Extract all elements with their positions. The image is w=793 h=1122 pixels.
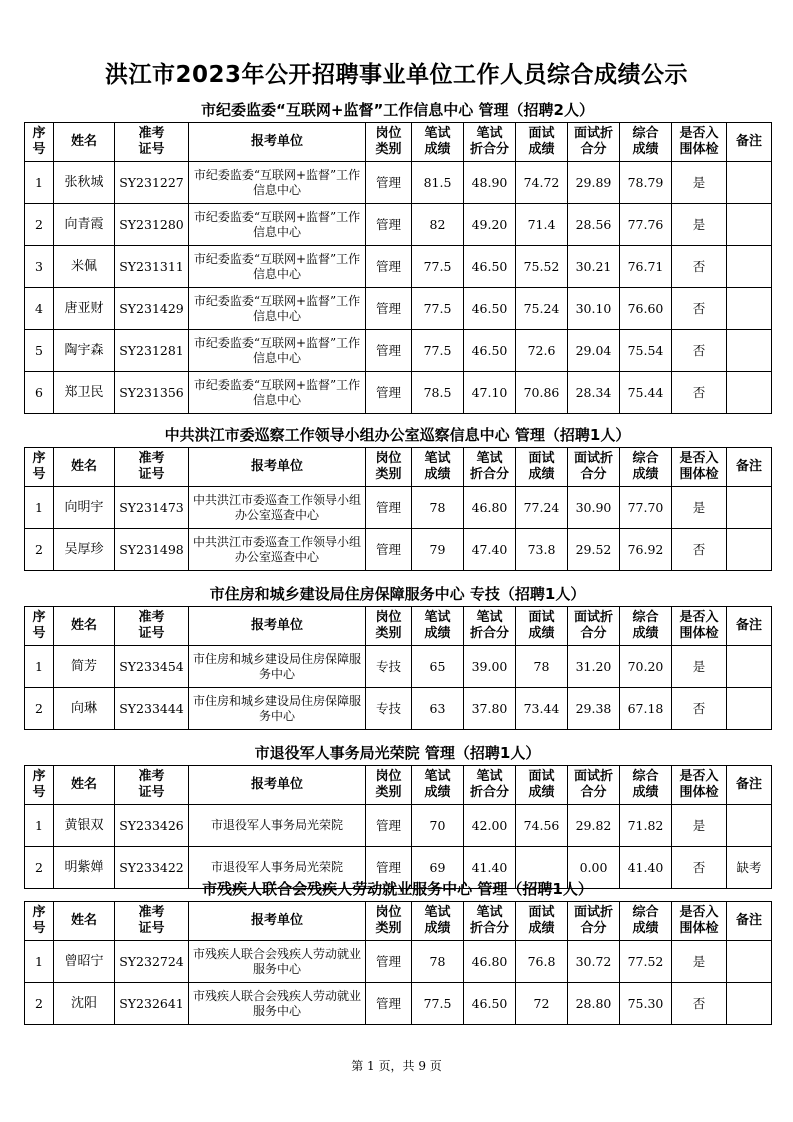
section-title: 市住房和城乡建设局住房保障服务中心 专技（招聘1人）	[209, 585, 586, 603]
header-physical-check: 是否入 围体检	[672, 607, 727, 646]
cell-seq: 3	[25, 246, 54, 288]
cell-remark	[727, 941, 772, 983]
cell-exam-id: SY231281	[115, 330, 189, 372]
header-written-score: 笔试 成绩	[412, 902, 464, 941]
cell-interview-score: 73.8	[516, 529, 568, 571]
header-interview-converted: 面试折 合分	[568, 607, 620, 646]
header-unit: 报考单位	[189, 607, 366, 646]
cell-interview-score: 75.24	[516, 288, 568, 330]
score-table	[24, 765, 772, 889]
header-total-score: 综合 成绩	[620, 448, 672, 487]
section-title: 中共洪江市委巡察工作领导小组办公室巡察信息中心 管理（招聘1人）	[164, 426, 631, 444]
cell-interview-converted: 29.82	[568, 805, 620, 847]
table-row	[25, 246, 772, 288]
header-exam-id: 准考 证号	[115, 766, 189, 805]
cell-written-converted: 49.20	[464, 204, 516, 246]
cell-seq: 1	[25, 941, 54, 983]
cell-interview-converted: 28.80	[568, 983, 620, 1025]
cell-exam-id: SY232641	[115, 983, 189, 1025]
header-post-type: 岗位 类别	[366, 766, 412, 805]
cell-unit: 市纪委监委“互联网+监督”工作信息中心	[189, 204, 366, 246]
cell-interview-converted: 29.04	[568, 330, 620, 372]
cell-remark	[727, 983, 772, 1025]
cell-exam-id: SY233426	[115, 805, 189, 847]
header-unit: 报考单位	[189, 902, 366, 941]
header-written-score: 笔试 成绩	[412, 448, 464, 487]
table-row	[25, 288, 772, 330]
cell-written-converted: 42.00	[464, 805, 516, 847]
cell-remark	[727, 246, 772, 288]
cell-exam-id: SY233454	[115, 646, 189, 688]
cell-physical-check: 是	[672, 204, 727, 246]
cell-exam-id: SY233444	[115, 688, 189, 730]
cell-physical-check: 否	[672, 288, 727, 330]
header-total-score: 综合 成绩	[620, 123, 672, 162]
section-title: 市纪委监委“互联网+监督”工作信息中心 管理（招聘2人）	[201, 101, 594, 119]
header-row	[25, 448, 772, 487]
header-name: 姓名	[54, 902, 115, 941]
cell-total-score: 76.60	[620, 288, 672, 330]
header-name: 姓名	[54, 448, 115, 487]
cell-interview-converted: 30.90	[568, 487, 620, 529]
cell-unit: 市残疾人联合会残疾人劳动就业服务中心	[189, 941, 366, 983]
header-interview-converted: 面试折 合分	[568, 448, 620, 487]
header-remark: 备注	[727, 607, 772, 646]
cell-written-converted: 46.50	[464, 983, 516, 1025]
header-physical-check: 是否入 围体检	[672, 766, 727, 805]
cell-name: 曾昭宁	[54, 941, 115, 983]
header-seq: 序 号	[25, 766, 54, 805]
table-row	[25, 983, 772, 1025]
cell-written-score: 78	[412, 487, 464, 529]
cell-interview-score: 78	[516, 646, 568, 688]
cell-remark	[727, 805, 772, 847]
header-name: 姓名	[54, 766, 115, 805]
header-interview-converted: 面试折 合分	[568, 766, 620, 805]
cell-interview-score: 75.52	[516, 246, 568, 288]
cell-name: 陶宇森	[54, 330, 115, 372]
header-physical-check: 是否入 围体检	[672, 448, 727, 487]
cell-written-score: 82	[412, 204, 464, 246]
cell-exam-id: SY233422	[115, 847, 189, 889]
cell-interview-converted: 28.34	[568, 372, 620, 414]
cell-written-score: 78	[412, 941, 464, 983]
cell-name: 向琳	[54, 688, 115, 730]
cell-written-converted: 46.80	[464, 941, 516, 983]
header-written-converted: 笔试 折合分	[464, 902, 516, 941]
cell-seq: 2	[25, 983, 54, 1025]
cell-physical-check: 是	[672, 805, 727, 847]
header-interview-score: 面试 成绩	[516, 448, 568, 487]
cell-interview-converted: 30.72	[568, 941, 620, 983]
cell-unit: 市退役军人事务局光荣院	[189, 847, 366, 889]
cell-remark	[727, 204, 772, 246]
cell-seq: 6	[25, 372, 54, 414]
section-3	[24, 582, 771, 730]
header-written-score: 笔试 成绩	[412, 766, 464, 805]
section-1	[24, 98, 771, 414]
cell-written-score: 79	[412, 529, 464, 571]
header-remark: 备注	[727, 123, 772, 162]
cell-seq: 2	[25, 847, 54, 889]
cell-written-converted: 41.40	[464, 847, 516, 889]
cell-total-score: 78.79	[620, 162, 672, 204]
header-interview-score: 面试 成绩	[516, 766, 568, 805]
header-row	[25, 607, 772, 646]
cell-exam-id: SY231498	[115, 529, 189, 571]
table-row	[25, 487, 772, 529]
cell-seq: 5	[25, 330, 54, 372]
cell-remark	[727, 487, 772, 529]
header-interview-score: 面试 成绩	[516, 607, 568, 646]
cell-written-score: 81.5	[412, 162, 464, 204]
header-written-score: 笔试 成绩	[412, 123, 464, 162]
cell-post-type: 管理	[366, 805, 412, 847]
cell-written-score: 77.5	[412, 246, 464, 288]
cell-written-converted: 46.50	[464, 246, 516, 288]
cell-unit: 中共洪江市委巡查工作领导小组办公室巡查中心	[189, 487, 366, 529]
section-4	[24, 741, 771, 889]
section-title: 市残疾人联合会残疾人劳动就业服务中心 管理（招聘1人）	[202, 880, 593, 898]
table-row	[25, 372, 772, 414]
cell-written-score: 65	[412, 646, 464, 688]
cell-interview-converted: 0.00	[568, 847, 620, 889]
cell-interview-score: 74.72	[516, 162, 568, 204]
cell-name: 沈阳	[54, 983, 115, 1025]
score-table	[24, 447, 772, 571]
cell-total-score: 75.54	[620, 330, 672, 372]
cell-unit: 市住房和城乡建设局住房保障服务中心	[189, 688, 366, 730]
table-row	[25, 204, 772, 246]
header-seq: 序 号	[25, 902, 54, 941]
cell-physical-check: 否	[672, 529, 727, 571]
header-exam-id: 准考 证号	[115, 123, 189, 162]
table-row	[25, 941, 772, 983]
cell-unit: 市退役军人事务局光荣院	[189, 805, 366, 847]
cell-interview-converted: 31.20	[568, 646, 620, 688]
cell-post-type: 管理	[366, 983, 412, 1025]
header-interview-score: 面试 成绩	[516, 902, 568, 941]
cell-exam-id: SY231473	[115, 487, 189, 529]
cell-remark	[727, 646, 772, 688]
cell-post-type: 管理	[366, 529, 412, 571]
cell-unit: 市纪委监委“互联网+监督”工作信息中心	[189, 372, 366, 414]
header-written-score: 笔试 成绩	[412, 607, 464, 646]
cell-physical-check: 否	[672, 688, 727, 730]
cell-physical-check: 否	[672, 372, 727, 414]
table-row	[25, 529, 772, 571]
cell-seq: 1	[25, 487, 54, 529]
header-unit: 报考单位	[189, 448, 366, 487]
cell-interview-converted: 28.56	[568, 204, 620, 246]
cell-interview-score: 72.6	[516, 330, 568, 372]
cell-seq: 1	[25, 805, 54, 847]
cell-physical-check: 是	[672, 646, 727, 688]
header-total-score: 综合 成绩	[620, 902, 672, 941]
header-unit: 报考单位	[189, 766, 366, 805]
cell-unit: 市纪委监委“互联网+监督”工作信息中心	[189, 246, 366, 288]
cell-total-score: 75.44	[620, 372, 672, 414]
header-name: 姓名	[54, 123, 115, 162]
cell-interview-converted: 30.10	[568, 288, 620, 330]
cell-name: 吴厚珍	[54, 529, 115, 571]
header-physical-check: 是否入 围体检	[672, 123, 727, 162]
cell-interview-score: 74.56	[516, 805, 568, 847]
score-table	[24, 122, 772, 414]
section-5	[24, 877, 771, 1025]
cell-physical-check: 否	[672, 246, 727, 288]
cell-unit: 市纪委监委“互联网+监督”工作信息中心	[189, 330, 366, 372]
cell-total-score: 77.76	[620, 204, 672, 246]
page-footer: 第 1 页，共 9 页	[351, 1059, 442, 1073]
cell-post-type: 管理	[366, 372, 412, 414]
cell-unit: 市住房和城乡建设局住房保障服务中心	[189, 646, 366, 688]
cell-written-score: 77.5	[412, 983, 464, 1025]
section-title: 市退役军人事务局光荣院 管理（招聘1人）	[254, 744, 541, 762]
table-row	[25, 330, 772, 372]
cell-exam-id: SY231280	[115, 204, 189, 246]
cell-written-converted: 48.90	[464, 162, 516, 204]
cell-unit: 市纪委监委“互联网+监督”工作信息中心	[189, 288, 366, 330]
header-interview-score: 面试 成绩	[516, 123, 568, 162]
header-seq: 序 号	[25, 448, 54, 487]
header-exam-id: 准考 证号	[115, 607, 189, 646]
table-row	[25, 688, 772, 730]
cell-post-type: 管理	[366, 288, 412, 330]
header-total-score: 综合 成绩	[620, 766, 672, 805]
score-table	[24, 606, 772, 730]
cell-written-converted: 46.50	[464, 288, 516, 330]
header-post-type: 岗位 类别	[366, 607, 412, 646]
cell-post-type: 管理	[366, 941, 412, 983]
cell-interview-score: 72	[516, 983, 568, 1025]
cell-written-converted: 47.10	[464, 372, 516, 414]
cell-total-score: 77.70	[620, 487, 672, 529]
cell-seq: 2	[25, 529, 54, 571]
cell-post-type: 管理	[366, 204, 412, 246]
header-total-score: 综合 成绩	[620, 607, 672, 646]
header-unit: 报考单位	[189, 123, 366, 162]
header-post-type: 岗位 类别	[366, 902, 412, 941]
cell-interview-score: 77.24	[516, 487, 568, 529]
cell-unit: 市纪委监委“互联网+监督”工作信息中心	[189, 162, 366, 204]
table-row	[25, 162, 772, 204]
cell-written-score: 78.5	[412, 372, 464, 414]
cell-name: 郑卫民	[54, 372, 115, 414]
cell-written-score: 70	[412, 805, 464, 847]
cell-remark	[727, 330, 772, 372]
cell-exam-id: SY231356	[115, 372, 189, 414]
cell-name: 简芳	[54, 646, 115, 688]
cell-remark	[727, 688, 772, 730]
cell-physical-check: 是	[672, 941, 727, 983]
header-remark: 备注	[727, 902, 772, 941]
cell-written-converted: 47.40	[464, 529, 516, 571]
header-remark: 备注	[727, 448, 772, 487]
cell-post-type: 管理	[366, 162, 412, 204]
cell-post-type: 管理	[366, 330, 412, 372]
cell-name: 向青霞	[54, 204, 115, 246]
cell-seq: 2	[25, 204, 54, 246]
cell-unit: 中共洪江市委巡查工作领导小组办公室巡查中心	[189, 529, 366, 571]
cell-written-converted: 39.00	[464, 646, 516, 688]
cell-interview-converted: 30.21	[568, 246, 620, 288]
cell-interview-converted: 29.52	[568, 529, 620, 571]
cell-remark	[727, 162, 772, 204]
cell-total-score: 71.82	[620, 805, 672, 847]
cell-exam-id: SY231429	[115, 288, 189, 330]
cell-name: 唐亚财	[54, 288, 115, 330]
cell-physical-check: 否	[672, 983, 727, 1025]
cell-interview-score: 70.86	[516, 372, 568, 414]
header-interview-converted: 面试折 合分	[568, 902, 620, 941]
header-row	[25, 766, 772, 805]
score-table	[24, 901, 772, 1025]
table-row	[25, 805, 772, 847]
cell-remark	[727, 372, 772, 414]
header-row	[25, 123, 772, 162]
cell-name: 明紫婵	[54, 847, 115, 889]
cell-seq: 1	[25, 162, 54, 204]
cell-remark	[727, 288, 772, 330]
cell-written-score: 69	[412, 847, 464, 889]
header-seq: 序 号	[25, 123, 54, 162]
header-post-type: 岗位 类别	[366, 123, 412, 162]
cell-post-type: 管理	[366, 246, 412, 288]
header-remark: 备注	[727, 766, 772, 805]
cell-seq: 2	[25, 688, 54, 730]
cell-unit: 市残疾人联合会残疾人劳动就业服务中心	[189, 983, 366, 1025]
cell-interview-converted: 29.89	[568, 162, 620, 204]
cell-physical-check: 是	[672, 487, 727, 529]
header-row	[25, 902, 772, 941]
header-written-converted: 笔试 折合分	[464, 123, 516, 162]
header-physical-check: 是否入 围体检	[672, 902, 727, 941]
cell-written-converted: 46.80	[464, 487, 516, 529]
header-written-converted: 笔试 折合分	[464, 607, 516, 646]
cell-remark	[727, 529, 772, 571]
cell-exam-id: SY232724	[115, 941, 189, 983]
header-written-converted: 笔试 折合分	[464, 448, 516, 487]
cell-exam-id: SY231311	[115, 246, 189, 288]
cell-name: 向明宇	[54, 487, 115, 529]
cell-seq: 4	[25, 288, 54, 330]
cell-post-type: 管理	[366, 847, 412, 889]
header-interview-converted: 面试折 合分	[568, 123, 620, 162]
cell-total-score: 75.30	[620, 983, 672, 1025]
header-exam-id: 准考 证号	[115, 448, 189, 487]
cell-written-score: 77.5	[412, 330, 464, 372]
cell-exam-id: SY231227	[115, 162, 189, 204]
cell-total-score: 70.20	[620, 646, 672, 688]
cell-name: 黄银双	[54, 805, 115, 847]
cell-interview-score: 73.44	[516, 688, 568, 730]
cell-post-type: 专技	[366, 646, 412, 688]
header-name: 姓名	[54, 607, 115, 646]
cell-total-score: 67.18	[620, 688, 672, 730]
cell-written-converted: 37.80	[464, 688, 516, 730]
cell-interview-score: 76.8	[516, 941, 568, 983]
header-written-converted: 笔试 折合分	[464, 766, 516, 805]
cell-written-score: 63	[412, 688, 464, 730]
cell-remark: 缺考	[727, 847, 772, 889]
table-row	[25, 646, 772, 688]
cell-name: 米佩	[54, 246, 115, 288]
cell-seq: 1	[25, 646, 54, 688]
cell-physical-check: 否	[672, 847, 727, 889]
cell-total-score: 41.40	[620, 847, 672, 889]
page-title: 洪江市2023年公开招聘事业单位工作人员综合成绩公示	[104, 62, 688, 88]
header-post-type: 岗位 类别	[366, 448, 412, 487]
cell-post-type: 管理	[366, 487, 412, 529]
cell-interview-converted: 29.38	[568, 688, 620, 730]
section-2	[24, 423, 771, 571]
header-seq: 序 号	[25, 607, 54, 646]
cell-total-score: 76.92	[620, 529, 672, 571]
cell-total-score: 76.71	[620, 246, 672, 288]
cell-name: 张秋城	[54, 162, 115, 204]
cell-physical-check: 否	[672, 330, 727, 372]
cell-interview-score: 71.4	[516, 204, 568, 246]
cell-post-type: 专技	[366, 688, 412, 730]
cell-written-converted: 46.50	[464, 330, 516, 372]
cell-total-score: 77.52	[620, 941, 672, 983]
cell-written-score: 77.5	[412, 288, 464, 330]
header-exam-id: 准考 证号	[115, 902, 189, 941]
cell-physical-check: 是	[672, 162, 727, 204]
